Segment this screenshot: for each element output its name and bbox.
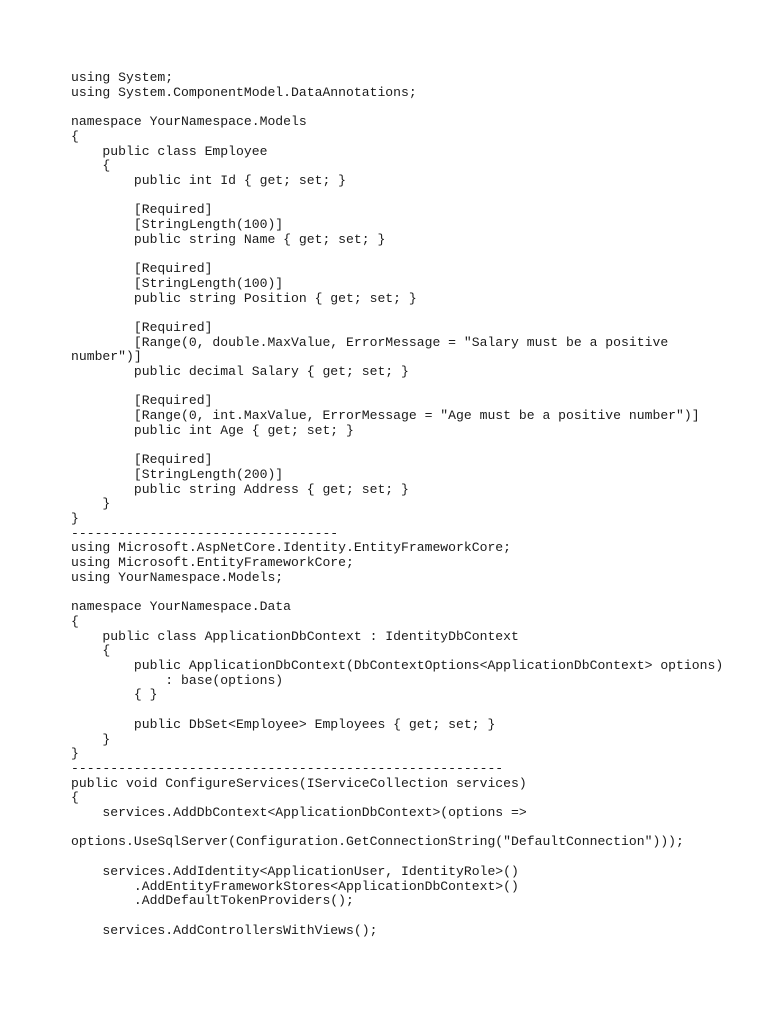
code-line: } xyxy=(71,731,111,747)
code-line: public DbSet<Employee> Employees { get; set; } xyxy=(71,716,496,732)
code-line: namespace YourNamespace.Data xyxy=(71,599,292,615)
code-line: [Range(0, double.MaxValue, ErrorMessage = "Salary must be a positive xyxy=(71,334,669,350)
code-line: public int Id { get; set; } xyxy=(71,172,347,188)
code-line: .AddDefaultTokenProviders(); xyxy=(71,893,354,909)
code-line: { xyxy=(71,158,111,174)
code-listing xyxy=(71,71,761,938)
code-line: { xyxy=(71,643,111,659)
code-line: ------------------------------------------------------- xyxy=(71,760,504,776)
code-line xyxy=(71,247,761,262)
code-line: [Required] xyxy=(71,393,213,409)
code-line: using YourNamespace.Models; xyxy=(71,569,284,585)
code-line xyxy=(71,821,761,836)
code-line: public class Employee xyxy=(71,143,268,159)
code-line xyxy=(71,439,761,454)
code-line: options.UseSqlServer(Configuration.GetConnectionString("DefaultConnection"))); xyxy=(71,834,684,850)
code-line: [Required] xyxy=(71,261,213,277)
code-line: [StringLength(200)] xyxy=(71,466,284,482)
code-line xyxy=(71,586,761,601)
code-line: public string Position { get; set; } xyxy=(71,290,417,306)
code-line: public string Name { get; set; } xyxy=(71,231,386,247)
code-line xyxy=(71,189,761,204)
code-line: [Required] xyxy=(71,202,213,218)
code-line: public decimal Salary { get; set; } xyxy=(71,364,409,379)
code-line: [Required] xyxy=(71,319,213,335)
code-line xyxy=(71,909,761,924)
code-line: { xyxy=(71,613,79,629)
code-line: { xyxy=(71,790,79,806)
code-line: public void ConfigureServices(IServiceCollection services) xyxy=(71,775,527,791)
code-line: using System.ComponentModel.DataAnnotations; xyxy=(71,84,417,100)
code-line xyxy=(71,306,761,321)
code-line: [StringLength(100)] xyxy=(71,275,284,291)
code-line: using Microsoft.AspNetCore.Identity.EntityFrameworkCore; xyxy=(71,540,512,556)
code-line: public ApplicationDbContext(DbContextOptions<ApplicationDbContext> options) xyxy=(71,658,724,674)
code-line: } xyxy=(71,511,79,526)
code-line: [Required] xyxy=(71,452,213,468)
code-line xyxy=(71,100,761,115)
code-line: using System; xyxy=(71,70,174,85)
code-line: services.AddDbContext<ApplicationDbContext>(options => xyxy=(71,805,527,821)
code-line: } xyxy=(71,496,111,512)
code-line xyxy=(71,380,761,395)
code-line: { } xyxy=(71,687,158,703)
code-line xyxy=(71,703,761,718)
code-line: public class ApplicationDbContext : IdentityDbContext xyxy=(71,628,519,644)
code-line: { xyxy=(71,128,79,144)
code-line: [Range(0, int.MaxValue, ErrorMessage = "Age must be a positive number")] xyxy=(71,408,700,424)
code-line: : base(options) xyxy=(71,672,284,688)
code-line: services.AddControllersWithViews(); xyxy=(71,922,378,938)
code-line: [StringLength(100)] xyxy=(71,217,284,232)
code-line: number")] xyxy=(71,349,142,365)
code-line: services.AddIdentity<ApplicationUser, IdentityRole>() xyxy=(71,863,519,879)
code-line xyxy=(71,850,761,865)
code-line: ---------------------------------- xyxy=(71,525,339,541)
code-line: .AddEntityFrameworkStores<ApplicationDbContext>() xyxy=(71,878,519,894)
code-line: public int Age { get; set; } xyxy=(71,422,354,438)
code-line: public string Address { get; set; } xyxy=(71,481,409,497)
code-line: namespace YourNamespace.Models xyxy=(71,114,307,130)
code-line: } xyxy=(71,746,79,762)
code-line: using Microsoft.EntityFrameworkCore; xyxy=(71,555,354,571)
